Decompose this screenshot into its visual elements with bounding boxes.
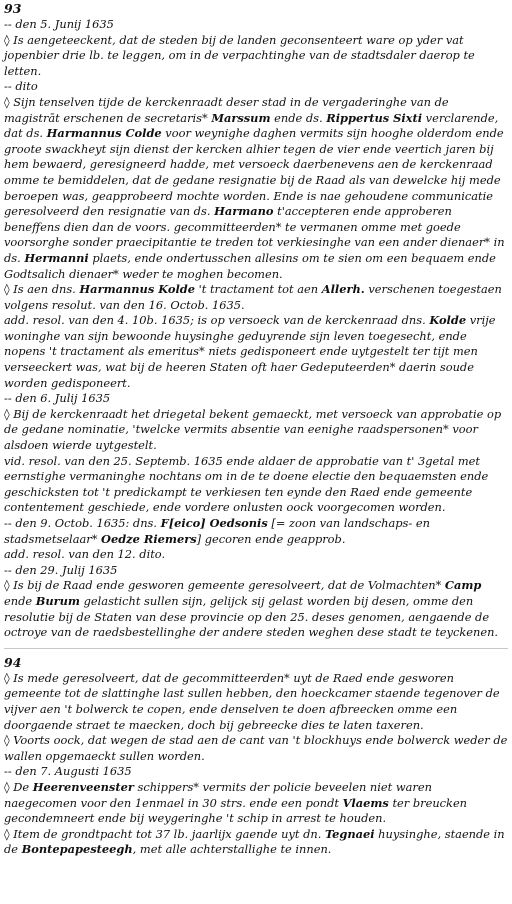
text-run: ◊ Is aen dns.	[4, 282, 80, 297]
text-run: ◊ Voorts oock, dat wegen de stad aen de cant van 't blockhuys ende bolwerck weder de wallen opgemaeckt sullen worden.	[4, 733, 508, 763]
text-run: verclarende, dat ds.	[4, 110, 499, 141]
text-run: -- den 7. Augusti 1635	[4, 764, 132, 779]
proper-name: Burum	[35, 593, 80, 608]
proper-name: Tegnaei	[324, 826, 375, 841]
text-run: -- den 9. Octob. 1635: dns.	[4, 516, 161, 530]
text-run: ◊ De	[4, 779, 33, 794]
text-run: -- den 6. Julij 1635	[4, 391, 111, 406]
proper-name: Harmannus Colde	[46, 126, 162, 141]
entry-paragraph	[4, 563, 508, 579]
text-run: ◊ Is bij de Raad ende gesworen gemeente geresolveert, dat de Volmachten*	[4, 578, 445, 593]
text-run: [= zoon van landschaps- en stadsmetselaar*	[4, 516, 430, 546]
proper-name: Rippertus Sixti	[326, 110, 423, 125]
page-number: 93	[4, 1, 22, 16]
entry-paragraph	[4, 733, 508, 764]
entry-paragraph	[4, 454, 508, 516]
text-run: -- den 29. Julij 1635	[4, 562, 118, 577]
text-run: add. resol. van den 4. 10b. 1635; is op versoeck van de kerckenraad dns.	[4, 313, 430, 328]
proper-name: Kolde	[429, 313, 467, 328]
text-run: schippers* vermits der policie beveelen niet waren naegecomen voor den 1enmael in 30 strs. ende een pondt	[4, 779, 432, 810]
proper-name: Vlaems	[342, 795, 389, 810]
text-run: ◊ Is aengeteeckent, dat de steden bij de landen geconsenteert ware op yder vat jopenbier drie lb. te leggen, om in de verpachtinghe van de stadtsdaler daerop te letten.	[4, 32, 475, 78]
entry-paragraph	[4, 671, 508, 733]
proper-name: Oedze Riemers	[101, 531, 197, 546]
text-run: ◊ Bij de kerckenraadt het driegetal bekent gemaeckt, met versoeck van approbatie op de gedane nominatie, 'twelcke vermits absentie van eenighe raadspersonen* voor alsdoen wierde uytgestelt.	[4, 406, 502, 453]
text-run: -- den 5. Junij 1635	[4, 17, 114, 31]
text-run: -- dito	[4, 79, 38, 94]
page-94-section	[4, 654, 508, 858]
entry-paragraph	[4, 764, 508, 780]
entry-paragraph	[4, 407, 508, 454]
proper-name: Harmano	[214, 204, 274, 219]
entry-paragraph	[4, 578, 508, 640]
entry-paragraph	[4, 33, 508, 80]
entry-paragraph	[4, 282, 508, 313]
text-run: t'accepteren ende approberen beneffens dien dan de voors. gecommitteerden* te vermanen omme met goede voorsorghe sonder praecipitantie te treden tot verkiesinghe van een ander dienaer* in ds.	[4, 204, 505, 265]
entry-paragraph	[4, 827, 508, 858]
entry-paragraph	[4, 516, 508, 547]
text-run: verschenen toegestaen volgens resolut. van den 16. Octob. 1635.	[4, 282, 502, 312]
text-run: ◊ Item de grondtpacht tot 37 lb. jaarlijx gaende uyt dn.	[4, 826, 325, 841]
section-body	[4, 17, 508, 641]
text-run: gelasticht sullen sijn, gelijck sij gelast worden bij desen, omme den resolutie bij de Staten van dese provincie op den 25. deses genomen, aengaende de octroye van de raedsbestellinghe der andere steden weghen dese stadt te teyckenen.	[4, 593, 499, 640]
text-run: huysinghe, staende in de	[4, 826, 505, 857]
text-run: ] gecoren ende geapprob.	[196, 531, 346, 546]
proper-name: F[eico] Oedsonis	[160, 516, 268, 530]
entry-paragraph	[4, 79, 508, 95]
proper-name: Allerh.	[321, 282, 365, 297]
text-run: ende	[4, 593, 36, 608]
proper-name: Heerenveenster	[32, 779, 134, 794]
page-divider	[4, 648, 508, 649]
text-run: ◊ Sijn tenselven tijde de kerckenraadt deser stad in de vergaderinghe van de magistrāt erschenen de secretaris*	[4, 94, 449, 125]
text-run: add. resol. van den 12. dito.	[4, 547, 166, 562]
entry-paragraph	[4, 547, 508, 563]
entry-paragraph	[4, 780, 508, 827]
proper-name: Hermanni	[24, 250, 89, 265]
text-run: vid. resol. van den 25. Septemb. 1635 ende aldaer de approbatie van t' 3getal met eernstighe vermaninghe nochtans om in de te doene electie den bequaemsten ende geschicksten tot 't predickampt te verkiesen ten eynde den Raed ende gemeente contentement geschiede, ende vordere onlusten oock voorgecomen worden.	[4, 453, 489, 515]
text-run: , met alle achterstallighe te innen.	[132, 842, 332, 857]
page-93-section	[4, 0, 508, 641]
section-body	[4, 671, 508, 858]
text-run: 't tractament tot aen	[195, 282, 322, 297]
proper-name: Harmannus Kolde	[79, 282, 196, 297]
text-run: vrije woninghe van sijn bewoonde huysinghe geduyrende sijn leven toegesecht, ende nopens 't tractament als emeritus* niets gedisponeert ende uytgestelt ter tijt men verseeckert was, wat bij de heeren Staten oft haer Gedeputeerden* daerin soude worden gedisponeert.	[4, 313, 496, 390]
text-run: ter breucken gecondemneert ende bij weygeringhe 't schip in arrest te houden.	[4, 795, 468, 826]
document-page	[4, 0, 508, 858]
entry-paragraph	[4, 95, 508, 282]
text-run: plaets, ende ondertusschen allesins om te sien om een bequaem ende Godtsalich dienaer* weder te moghen becomen.	[4, 250, 496, 281]
page-number: 94	[4, 654, 22, 670]
text-run: ◊ Is mede geresolveert, dat de gecommitteerden* uyt de Raed ende gesworen gemeente tot de slattinghe last sullen hebben, den hoeckcamer staende tegenover de vijver aen 't bolwerck te copen, ende denselven te doen afbreecken omme een doorgaende straet te maecken, doch bij gebreecke dies te laten taxeren.	[4, 670, 500, 732]
entry-paragraph	[4, 17, 508, 33]
text-run: ende ds.	[270, 110, 327, 125]
proper-name: Bontepapesteegh	[21, 842, 133, 857]
entry-paragraph	[4, 313, 508, 391]
text-run: voor weynighe daghen vermits sijn hooghe olderdom ende groote swackheyt sijn dienst der kercken alhier tegen de vier ende veertich jaren bij hem bewaerd, geresigneerd hadde, met versoeck daerbenevens aen de kerckenraad omme te bemiddelen, dat de gedane resignatie bij de Raad als van dewelcke hij mede beroepen was, geapprobeerd mochte worden. Ende is nae gehoudene communicatie geresolveerd den resignatie van ds.	[4, 126, 504, 219]
proper-name: Marssum	[211, 110, 271, 125]
proper-name: Camp	[444, 578, 482, 593]
entry-paragraph	[4, 391, 508, 407]
